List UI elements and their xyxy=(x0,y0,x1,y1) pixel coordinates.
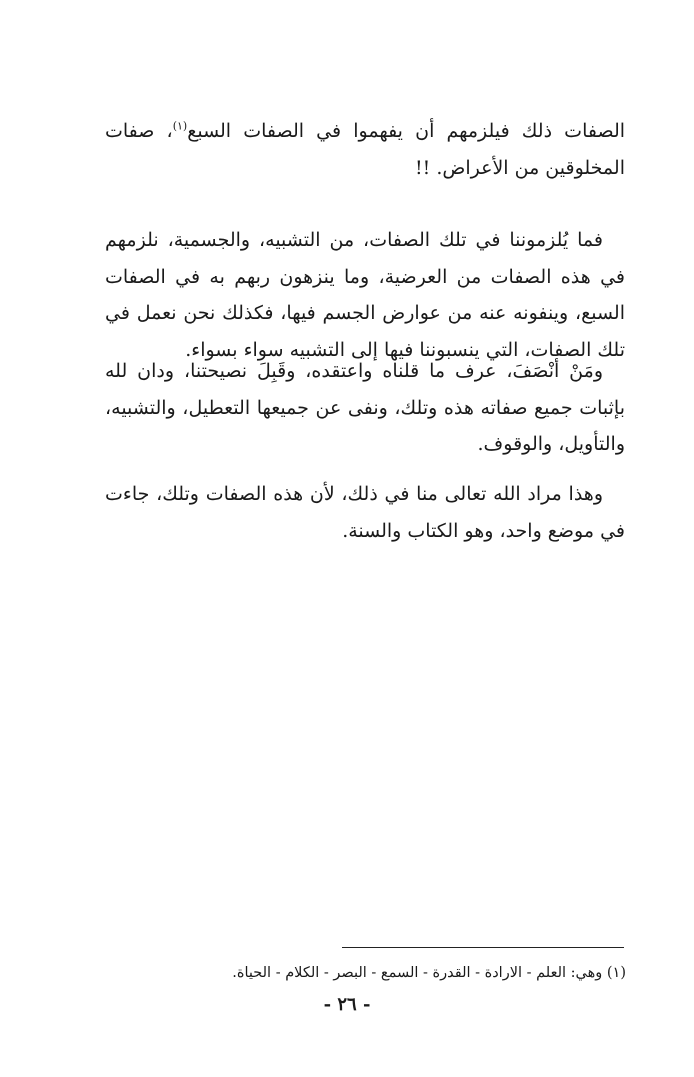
footnote xyxy=(200,962,626,984)
paragraph-1-text xyxy=(105,113,625,186)
paragraph-1-after-note: ، صفات المخلوقين من الأعراض. !! xyxy=(105,120,625,179)
footnote-reference: (١) xyxy=(172,119,188,133)
paragraph-3-text: ومَنْ أنْصَفَ، عرف ما قلناه واعتقده، وقَبِلَ نصيحتنا، ودان لله بإثبات جميع صفاته هذه وتلك، ونفى عن جميعها التعطيل، والتشبيه، والتأويل، والوقوف. xyxy=(105,360,625,455)
paragraph-4-text: وهذا مراد الله تعالى منا في ذلك، لأن هذه الصفات وتلك، جاءت في موضع واحد، وهو الكتاب والسنة. xyxy=(105,483,625,542)
footnote-text: (١) وهي: العلم - الارادة - القدرة - السمع - البصر - الكلام - الحياة. xyxy=(232,965,626,981)
paragraph-1 xyxy=(105,113,625,186)
footnote-divider xyxy=(342,947,624,948)
paragraph-2-text: فما يُلزموننا في تلك الصفات، من التشبيه، والجسمية، نلزمهم في هذه الصفات من العرضية، وما ينزهون ربهم به في الصفات السبع، وينفونه عنه من عوارض الجسم فيها، فكذلك نحن نعمل في تلك الصفات، التي ينسبوننا فيها إلى التشبيه سواء بسواء. xyxy=(105,229,625,361)
page-number: - ٢٦ - xyxy=(323,994,371,1015)
paragraph-3 xyxy=(105,353,625,463)
paragraph-4 xyxy=(105,476,625,549)
paragraph-1-before-note: الصفات ذلك فيلزمهم أن يفهموا في الصفات السبع xyxy=(187,120,626,142)
paragraph-2 xyxy=(105,222,625,368)
